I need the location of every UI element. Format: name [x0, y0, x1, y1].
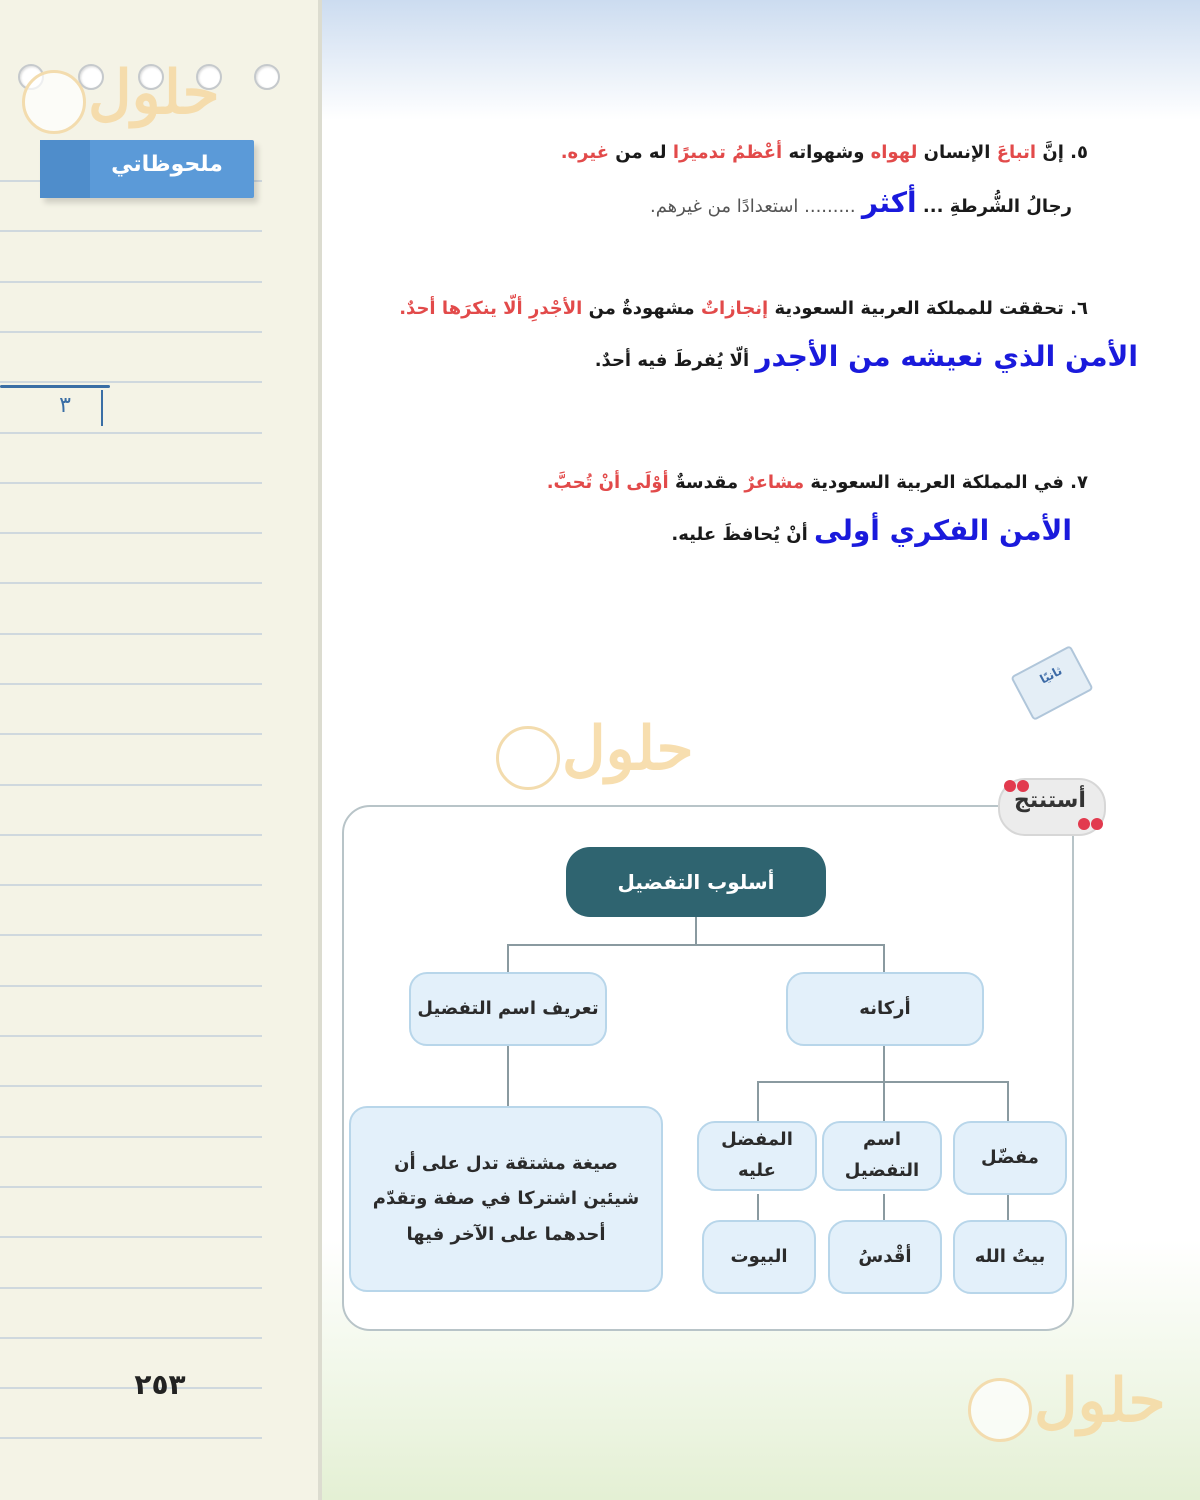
- sentence-text: في المملكة العربية السعودية: [804, 472, 1064, 493]
- connector: [1007, 1194, 1009, 1220]
- ruled-line: [0, 381, 262, 383]
- sentence-text: تحققت للمملكة العربية السعودية: [768, 298, 1064, 319]
- ruled-line: [0, 633, 262, 635]
- connector: [507, 1044, 509, 1106]
- ruled-line: [0, 733, 262, 735]
- ruled-line: [0, 683, 262, 685]
- connector: [883, 1044, 885, 1082]
- ruled-line: [0, 1136, 262, 1138]
- watermark-text: حلول: [562, 714, 694, 784]
- ruled-line: [0, 1186, 262, 1188]
- highlighted-word: أعْظمُ تدميرًا: [672, 142, 783, 163]
- sentence-text: له من: [609, 142, 673, 163]
- root-node: أسلوب التفضيل: [566, 847, 826, 917]
- ruled-line: [0, 230, 262, 232]
- sentence-text: مشهودةٌ من: [582, 298, 701, 319]
- exercise-7-answer-line: [671, 514, 1072, 547]
- sentence-text: مقدسةٌ: [668, 472, 745, 493]
- answer-suffix: أنْ يُحافظَ عليه.: [671, 524, 808, 545]
- exercise-6-sentence: [399, 298, 1088, 319]
- exercise-6-answer-line: [595, 340, 1138, 373]
- ruled-line: [0, 482, 262, 484]
- notes-tab-shade: [40, 140, 90, 198]
- page-header-gradient: [322, 0, 1200, 120]
- ruled-line: [0, 331, 262, 333]
- watermark-text: حلول: [1034, 1366, 1166, 1436]
- sentence-text: الإنسان: [917, 142, 997, 163]
- connector: [695, 917, 697, 945]
- connector: [507, 944, 885, 946]
- ruled-line: [0, 1085, 262, 1087]
- watermark-text: حلول: [88, 58, 220, 128]
- ruled-line: [0, 834, 262, 836]
- notes-panel: [0, 0, 322, 1500]
- margin-number: ٣: [59, 393, 71, 418]
- ruled-line: [0, 1287, 262, 1289]
- watermark-logo-icon: [496, 726, 560, 790]
- example-node: أقْدسُ: [828, 1220, 942, 1294]
- ruled-line: [0, 1236, 262, 1238]
- exercise-7-sentence: [547, 472, 1088, 493]
- ruled-line: [0, 985, 262, 987]
- highlighted-word: الأجْدرِ ألّا ينكرَها أحدٌ.: [399, 298, 583, 319]
- pillars-node: أركانه: [786, 972, 984, 1046]
- ruled-line: [0, 1035, 262, 1037]
- sentence-text: إنَّ: [1036, 142, 1064, 163]
- ruled-line: [0, 934, 262, 936]
- notes-header-label: ملحوظاتي: [111, 152, 223, 177]
- watermark-logo-icon: [22, 70, 86, 134]
- highlighted-word: لهواه: [870, 142, 918, 163]
- ruled-line: [0, 281, 262, 283]
- exercise-5-parts: [561, 142, 1064, 163]
- exercise-number: ٦.: [1070, 298, 1088, 319]
- definition-node: تعريف اسم التفضيل: [409, 972, 607, 1046]
- ruled-line: [0, 582, 262, 584]
- connector: [883, 944, 885, 972]
- pillar-node-elative: اسم التفضيل: [822, 1121, 942, 1191]
- exercise-number: ٧.: [1070, 472, 1088, 493]
- sentence-text: وشهواته: [782, 142, 871, 163]
- example-node: البيوت: [702, 1220, 816, 1294]
- connector: [883, 1194, 885, 1220]
- connector: [1007, 1081, 1009, 1121]
- note-card-icon: [1010, 645, 1094, 721]
- exercise-7-parts: [547, 472, 1064, 493]
- ruled-line: [0, 1437, 262, 1439]
- definition-text-node: صيغة مشتقة تدل على أن شيئين اشتركا في صفة وتقدّم أحدهما على الآخر فيها: [349, 1106, 663, 1292]
- pillar-node-favored: مفضّل: [953, 1121, 1067, 1195]
- exercise-6-parts: [399, 298, 1064, 319]
- ruled-line: [0, 884, 262, 886]
- answer-text: الأمن الذي نعيشه من الأجدر: [755, 340, 1138, 373]
- highlighted-word: إنجازاتٌ: [700, 298, 769, 319]
- ruled-line: [0, 532, 262, 534]
- exercise-5-sentence: [561, 142, 1088, 163]
- connector: [883, 1081, 885, 1121]
- binder-ring-icon: [254, 64, 280, 90]
- highlighted-word: اتباعَ: [996, 142, 1037, 163]
- highlighted-word: مشاعرٌ: [744, 472, 805, 493]
- quote-mark-icon: [1078, 818, 1090, 830]
- ruled-line: [0, 784, 262, 786]
- connector: [757, 1194, 759, 1220]
- watermark-logo-icon: [968, 1378, 1032, 1442]
- highlighted-word: غيره.: [560, 142, 609, 163]
- exercise-number: ٥.: [1070, 142, 1088, 163]
- connector: [757, 1081, 759, 1121]
- highlighted-word: أوْلَى أنْ تُحبَّ.: [546, 472, 669, 493]
- answer-suffix: ألّا يُفرطَ فيه أحدٌ.: [594, 350, 750, 371]
- answer-text: أكثر: [861, 186, 917, 219]
- answer-text: الأمن الفكري أولى: [814, 514, 1072, 547]
- margin-tick: [101, 390, 103, 426]
- ruled-line: [0, 1337, 262, 1339]
- pillar-node-compared: المفضل عليه: [697, 1121, 817, 1191]
- example-node: بيتُ الله: [953, 1220, 1067, 1294]
- connector: [507, 944, 509, 972]
- answer-suffix: ......... استعدادًا من غيرهم.: [649, 196, 856, 217]
- exercise-5-answer-line: [650, 186, 1072, 219]
- ruled-line: [0, 432, 262, 434]
- page-number: ٢٥٣: [134, 1368, 186, 1401]
- conclude-label: أستنتج: [1014, 788, 1086, 813]
- margin-divider: [0, 385, 110, 388]
- quote-mark-icon: [1091, 818, 1103, 830]
- note-card-label: ثانيًا: [1037, 663, 1065, 687]
- answer-prefix: رجالُ الشُّرطةِ ...: [922, 196, 1072, 217]
